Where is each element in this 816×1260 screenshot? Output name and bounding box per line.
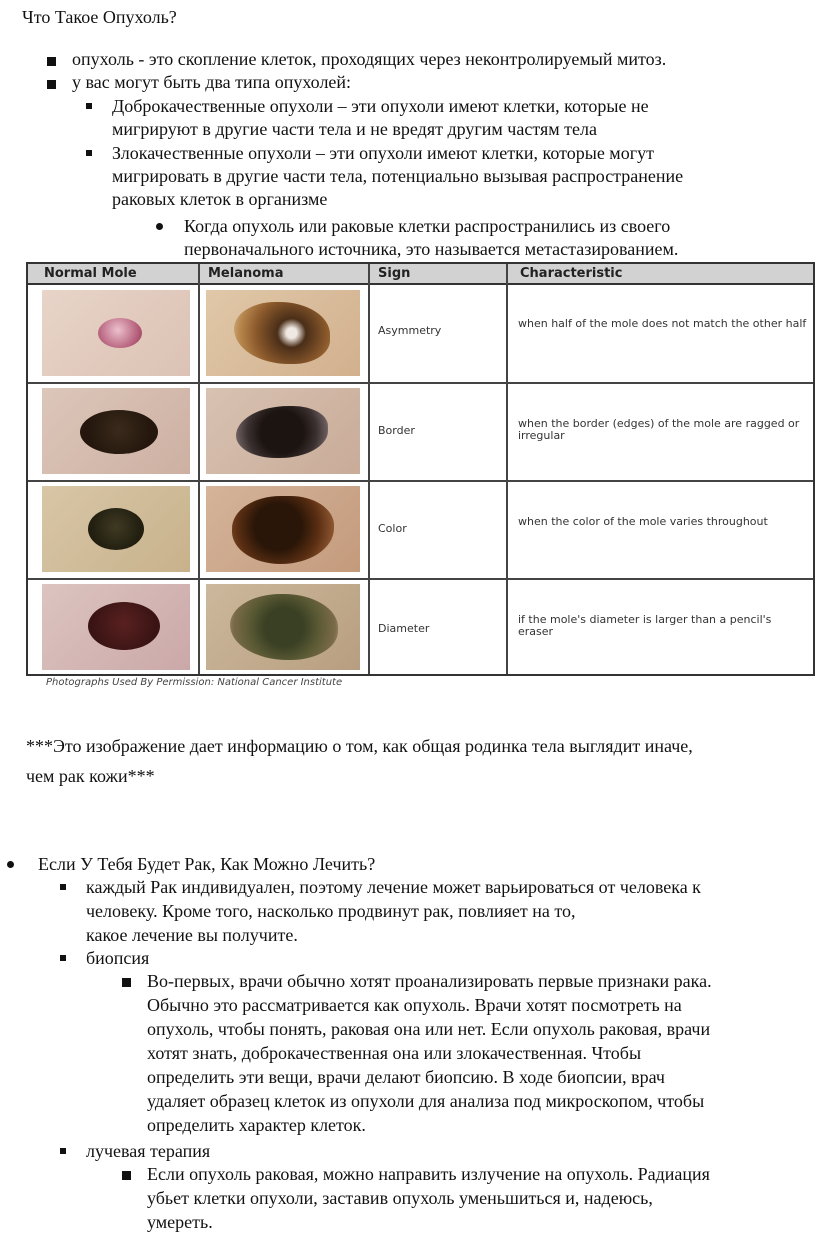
normal-mole-photo: [42, 486, 190, 572]
mole-comparison-table: [26, 262, 815, 676]
sign-label: Diameter: [378, 622, 430, 635]
square-bullet-icon: [122, 978, 131, 987]
square-bullet-icon: [47, 80, 56, 89]
treatment-heading: Если У Тебя Будет Рак, Как Можно Лечить?: [38, 854, 376, 874]
radiation-label: лучевая терапия: [86, 1141, 211, 1161]
characteristic-text: when the color of the mole varies throughout: [518, 515, 768, 528]
column-divider: [198, 264, 200, 674]
small-square-bullet-icon: [60, 884, 66, 890]
malignant-line-1: Злокачественные опухоли – эти опухоли имеют клетки, которые могут: [112, 143, 654, 163]
characteristic-text: when the border (edges) of the mole are ragged or irregular: [518, 417, 800, 442]
metastasis-line-2: первоначального источника, это называется метастазированием.: [184, 239, 679, 259]
normal-mole-photo: [42, 388, 190, 474]
row-divider: [28, 480, 813, 482]
round-bullet-icon: [7, 861, 14, 868]
radiation-text-line: убьет клетки опухоли, заставив опухоль уменьшиться и, надеюсь,: [147, 1188, 653, 1208]
biopsy-text-line: опухоль, чтобы понять, раковая она или нет. Если опухоль раковая, врачи: [147, 1019, 711, 1039]
characteristic-text: when half of the mole does not match the other half: [518, 317, 807, 330]
row-divider: [28, 382, 813, 384]
header-sign: Sign: [378, 266, 411, 281]
bullet-two-types: у вас могут быть два типа опухолей:: [72, 72, 352, 92]
square-bullet-icon: [47, 57, 56, 66]
melanoma-photo: [206, 290, 360, 376]
biopsy-text-line: хотят знать, доброкачественная она или злокачественная. Чтобы: [147, 1043, 642, 1063]
biopsy-text-line: удаляет образец клеток из опухоли для анализа под микроскопом, чтобы: [147, 1091, 705, 1111]
square-bullet-icon: [122, 1171, 131, 1180]
benign-line-2: мигрируют в другие части тела и не вредят другим частям тела: [112, 119, 597, 139]
round-bullet-icon: [156, 223, 163, 230]
malignant-line-3: раковых клеток в организме: [112, 189, 328, 209]
sign-label: Asymmetry: [378, 324, 442, 337]
treatment-intro-line-2: человеку. Кроме того, насколько продвинут рак, повлияет на то,: [86, 901, 576, 921]
metastasis-line-1: Когда опухоль или раковые клетки распространились из своего: [184, 216, 671, 236]
characteristic-text: if the mole's diameter is larger than a pencil's eraser: [518, 613, 772, 638]
radiation-text-line: Если опухоль раковая, можно направить излучение на опухоль. Радиация: [147, 1164, 710, 1184]
normal-mole-photo: [42, 290, 190, 376]
melanoma-photo: [206, 486, 360, 572]
image-note-line-2: чем рак кожи***: [26, 766, 155, 786]
small-square-bullet-icon: [86, 103, 92, 109]
header-melanoma: Melanoma: [208, 266, 284, 281]
sign-label: Border: [378, 424, 415, 437]
column-divider: [506, 264, 508, 674]
page-title: Что Такое Опухоль?: [22, 7, 177, 27]
photo-credit: Photographs Used By Permission: National Cancer Institute: [46, 677, 343, 688]
table-header: [28, 264, 813, 285]
biopsy-text-line: Во-первых, врачи обычно хотят проанализировать первые признаки рака.: [147, 971, 712, 991]
treatment-intro-line-3: какое лечение вы получите.: [86, 925, 298, 945]
small-square-bullet-icon: [86, 150, 92, 156]
sign-label: Color: [378, 522, 407, 535]
image-note-line-1: ***Это изображение дает информацию о том, как общая родинка тела выглядит иначе,: [26, 736, 693, 756]
small-square-bullet-icon: [60, 955, 66, 961]
biopsy-text-line: определить эти вещи, врачи делают биопсию. В ходе биопсии, врач: [147, 1067, 665, 1087]
biopsy-label: биопсия: [86, 948, 150, 968]
biopsy-text-line: Обычно это рассматривается как опухоль. Врачи хотят посмотреть на: [147, 995, 682, 1015]
column-divider: [368, 264, 370, 674]
melanoma-photo: [206, 388, 360, 474]
malignant-line-2: мигрировать в другие части тела, потенциально вызывая распространение: [112, 166, 684, 186]
row-divider: [28, 578, 813, 580]
treatment-intro-line-1: каждый Рак индивидуален, поэтому лечение может варьироваться от человека к: [86, 877, 701, 897]
header-normal-mole: Normal Mole: [44, 266, 137, 281]
biopsy-text-line: определить характер клеток.: [147, 1115, 366, 1135]
normal-mole-photo: [42, 584, 190, 670]
small-square-bullet-icon: [60, 1148, 66, 1154]
radiation-text-line: умереть.: [147, 1212, 213, 1232]
melanoma-photo: [206, 584, 360, 670]
bullet-tumor-definition: опухоль - это скопление клеток, проходящих через неконтролируемый митоз.: [72, 49, 667, 69]
header-characteristic: Characteristic: [520, 266, 623, 281]
benign-line-1: Доброкачественные опухоли – эти опухоли имеют клетки, которые не: [112, 96, 649, 116]
